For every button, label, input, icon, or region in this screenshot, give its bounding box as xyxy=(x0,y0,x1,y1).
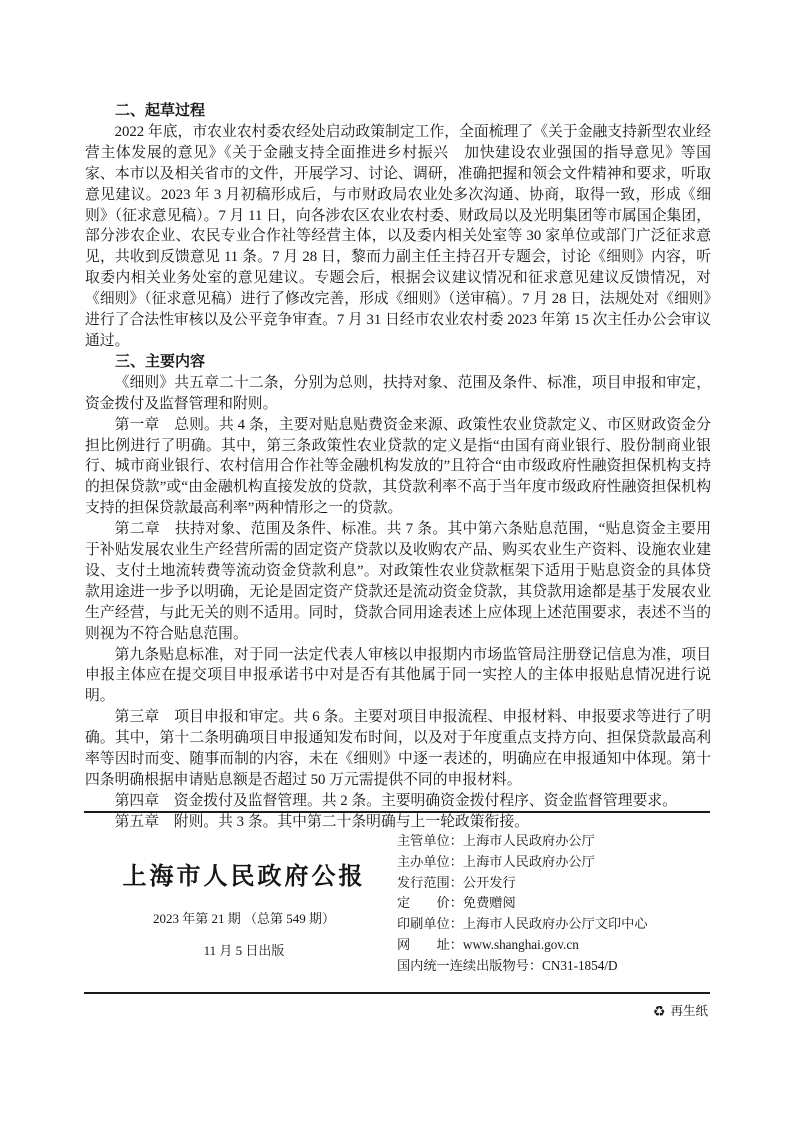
info-line-price: 定 价：免费赠阅 xyxy=(397,895,516,911)
paragraph-chapter-4: 第四章 资金拨付及监督管理。共 2 条。主要明确资金拨付程序、资金监督管理要求。 xyxy=(114,792,677,809)
colophon-info xyxy=(397,831,648,977)
recycled-paper-label: 再生纸 xyxy=(670,1004,708,1018)
divider-top xyxy=(84,811,710,813)
recycled-paper-note xyxy=(653,1001,708,1020)
info-line-printing-unit: 印刷单位：上海市人民政府办公厅文印中心 xyxy=(397,916,648,932)
paragraph-chapter-2: 第二章 扶持对象、范围及条件、标准。共 7 条。其中第六条贴息范围，“贴息资金主要用于补贴发展农业生产经营所需的固定资产贷款以及收购农产品、购买农业生产资料、设施农业建设、支付土地流转费等流动资金贷款利息”。对政策性农业贷款框架下适用于贴息资金的具体贷款用途进一步予以明确，无论是固定资产贷款还是流动资金贷款，其贷款用途都是基于发展农业生产经营，与此无关的则不适用。同时，贷款合同用途表述上应体现上述范围要求，表述不当的则视为不符合贴息范围。 xyxy=(85,521,711,642)
paragraph-article-9: 第九条贴息标准，对于同一法定代表人审核以申报期内市场监管局注册登记信息为准，项目申报主体应在提交项目申报承诺书中对是否有其他属于同一实控人的主体申报贴息情况进行说明。 xyxy=(85,646,711,705)
publish-date: 11 月 5 日出版 xyxy=(203,943,285,958)
document-body xyxy=(85,101,711,833)
colophon-left xyxy=(98,856,390,959)
paragraph-chapter-3: 第三章 项目申报和审定。共 6 条。主要对项目申报流程、申报材料、申报要求等进行了明确。其中，第十二条明确项目申报通知发布时间，以及对于年度重点支持方向、担保贷款最高利率等因时而变、随事而制的内容，未在《细则》中逐一表述的，明确应在申报通知中体现。第十四条明确根据申请贴息额是否超过 50 万元需提供不同的申报材料。 xyxy=(85,709,711,788)
section-heading-drafting-process: 二、起草过程 xyxy=(115,102,206,119)
section-heading-main-content: 三、主要内容 xyxy=(115,352,206,370)
paragraph-overview: 《细则》共五章二十二条，分别为总则，扶持对象、范围及条件、标准，项目申报和审定，资金拨付及监督管理和附则。 xyxy=(85,374,711,412)
paragraph-drafting-process: 2022 年底，市农业农村委农经处启动政策制定工作，全面梳理了《关于金融支持新型农业经营主体发展的意见》《关于金融支持全面推进乡村振兴 加快建设农业强国的指导意见》等国家、本市以及相关省市的文件，开展学习、讨论、调研，准确把握和领会文件精神和要求，听取意见建议。2023 年 3 月初稿形成后，与市财政局农业处多次沟通、协商，取得一致，形成《细则》（征求意见稿）。7 月 11 日，向各涉农区农业农村委、财政局以及光明集团等市属国企集团，部分涉农企业、农民专业合作社等经营主体，以及委内相关处室等 30 家单位或部门广泛征求意见，共收到反馈意见 11 条。7 月 28 日，黎而力副主任主持召开专题会，讨论《细则》内容，听取委内相关业务处室的意见建议。专题会后，根据会议建议情况和征求意见建议反馈情况，对《细则》（征求意见稿）进行了修改完善，形成《细则》（送审稿）。7 月 28 日，法规处对《细则》进行了合法性审核以及公平竞争审查。7 月 31 日经市农业农村委 2023 年第 15 次主任办公会审议通过。 xyxy=(85,123,711,349)
info-line-organizing-unit: 主办单位：上海市人民政府办公厅 xyxy=(397,853,595,869)
recycled-paper-icon: ♻ xyxy=(652,1004,666,1020)
paragraph-chapter-1: 第一章 总则。共 4 条，主要对贴息贴费资金来源、政策性农业贷款定义、市区财政资金分担比例进行了明确。其中，第三条政策性农业贷款的定义是指“由国有商业银行、股份制商业银行、城市商业银行、农村信用合作社等金融机构发放的”且符合“由市级政府性融资担保机构支持的担保贷款”或“由金融机构直接发放的贷款，其贷款利率不高于当年度市级政府性融资担保机构支持的担保贷款最高利率”两种情形之一的贷款。 xyxy=(85,416,711,517)
info-line-publication-number: 国内统一连续出版物号：CN31-1854/D xyxy=(397,957,618,973)
info-line-distribution-scope: 发行范围：公开发行 xyxy=(397,874,516,890)
paragraph-chapter-5: 第五章 附则。共 3 条。其中第二十条明确与上一轮政策衔接。 xyxy=(114,813,529,830)
issue-number: 2023 年第 21 期 （总第 549 期） xyxy=(152,911,335,926)
info-line-website: 网 址：www.shanghai.gov.cn xyxy=(397,936,579,952)
info-line-supervising-unit: 主管单位：上海市人民政府办公厅 xyxy=(397,833,595,848)
gazette-title: 上海市人民政府公报 xyxy=(122,864,366,890)
divider-bottom xyxy=(84,992,710,994)
